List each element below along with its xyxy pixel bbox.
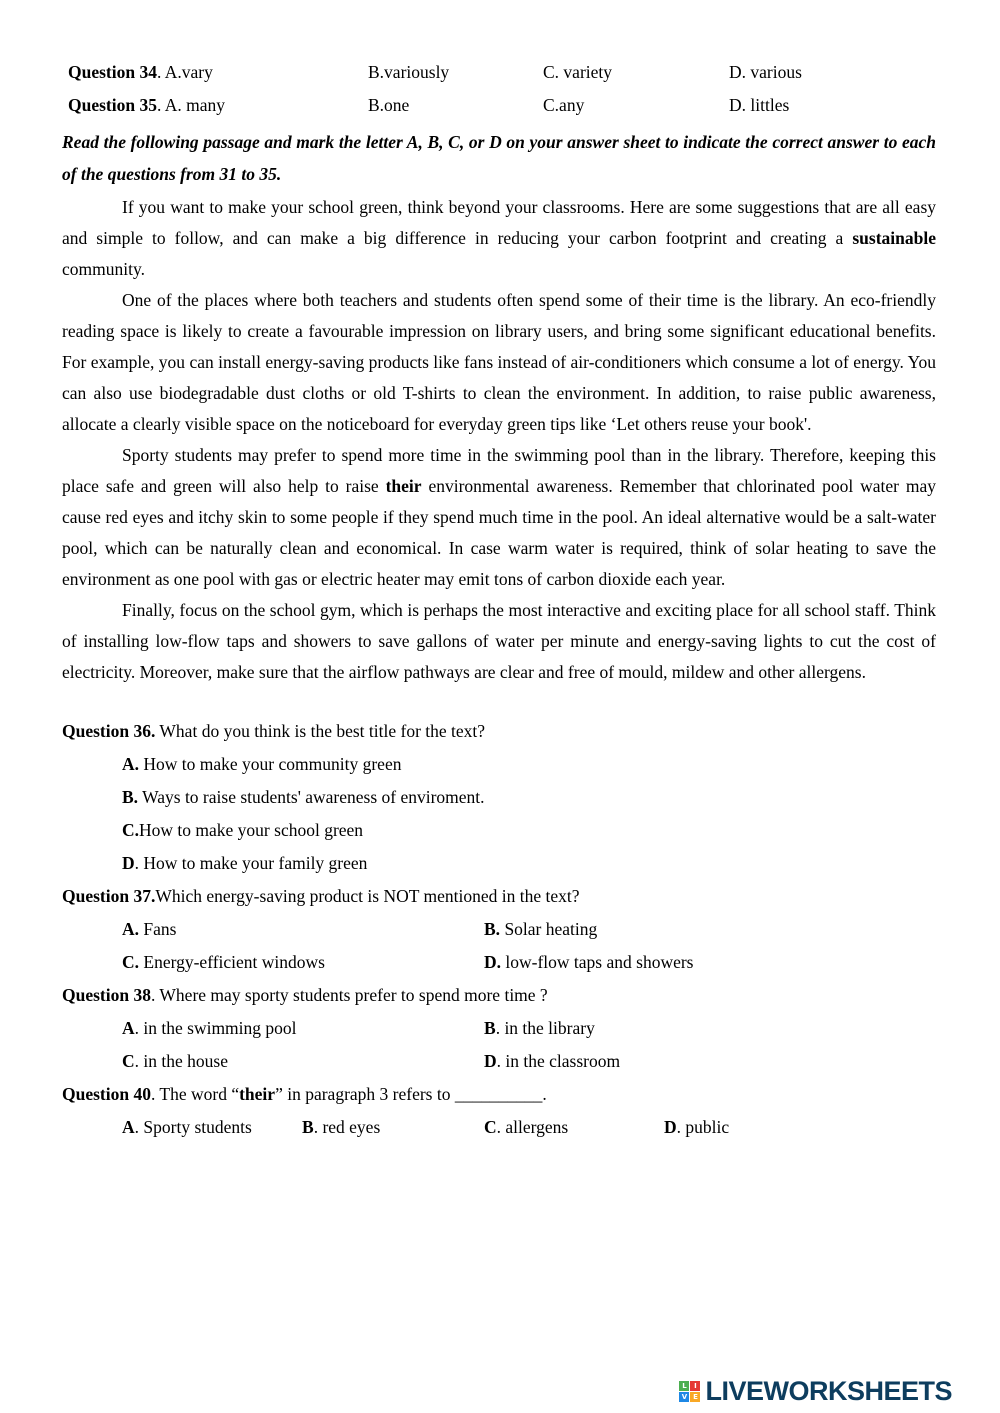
logo-square-v: V xyxy=(679,1392,689,1402)
option-text: . Sporty students xyxy=(134,1117,252,1137)
question-34-label: Question 34 xyxy=(68,62,157,82)
question-35-row xyxy=(62,89,936,122)
option-letter: C xyxy=(484,1117,497,1137)
question-37-block xyxy=(62,880,936,979)
option-letter: A. xyxy=(122,754,140,774)
question-37-label: Question 37. xyxy=(62,886,156,906)
question-37-options-row-2 xyxy=(122,946,936,979)
option-letter: A xyxy=(122,1117,135,1137)
option-letter: B. xyxy=(484,919,501,939)
option-text: . in the library xyxy=(495,1018,595,1038)
bold-word-sustainable: sustainable xyxy=(852,228,936,248)
option-text: . allergens xyxy=(496,1117,569,1137)
question-37-stem xyxy=(62,880,936,913)
question-40-text-pre: . The word “ xyxy=(150,1084,240,1104)
question-34-option-c: C. variety xyxy=(543,62,613,82)
question-34-option-d: D. various xyxy=(729,62,802,82)
question-36-option-a xyxy=(122,748,936,781)
question-40-option-d xyxy=(664,1111,729,1144)
option-text: low-flow taps and showers xyxy=(501,952,694,972)
option-text: Energy-efficient windows xyxy=(139,952,325,972)
reading-passage xyxy=(62,192,936,688)
option-text: . in the classroom xyxy=(496,1051,621,1071)
passage-paragraph-4: Finally, focus on the school gym, which is perhaps the most interactive and exciting place for all school staff. Think of installing low-flow taps and showers to save gallons of water per minute and energy-saving lights to cut the cost of electricity. Moreover, make sure that the airflow pathways are clear and free of mould, mildew and other allergens. xyxy=(62,600,936,682)
option-letter: D xyxy=(122,853,135,873)
option-letter: B. xyxy=(122,787,139,807)
option-text: How to make your community green xyxy=(139,754,402,774)
liveworksheets-logo-icon xyxy=(679,1381,700,1402)
question-40-stem xyxy=(62,1078,936,1111)
question-37-option-b xyxy=(484,913,597,946)
question-37-text: Which energy-saving product is NOT mentioned in the text? xyxy=(155,886,580,906)
question-38-options-row-2 xyxy=(122,1045,936,1078)
option-text: . in the house xyxy=(134,1051,228,1071)
question-38-options-row-1 xyxy=(122,1012,936,1045)
option-letter: C xyxy=(122,1051,135,1071)
question-38-option-c xyxy=(122,1045,484,1078)
question-37-option-a xyxy=(122,913,484,946)
question-40-label: Question 40 xyxy=(62,1084,151,1104)
question-35-option-b: B.one xyxy=(368,95,410,115)
question-38-block xyxy=(62,979,936,1078)
paragraph-text: Sporty students may prefer to spend more time in the swimming pool than in the library. Therefore, keeping this place safe and green will also help to raise xyxy=(62,445,936,496)
question-40-block xyxy=(62,1078,936,1144)
question-36-option-d xyxy=(122,847,936,880)
option-letter: D xyxy=(664,1117,677,1137)
option-letter: A. xyxy=(122,919,140,939)
option-text: . in the swimming pool xyxy=(134,1018,297,1038)
bold-word-their: their xyxy=(385,476,422,496)
question-36-label: Question 36. xyxy=(62,721,156,741)
option-text: . public xyxy=(676,1117,730,1137)
passage-paragraph-3 xyxy=(62,440,936,595)
question-40-option-c xyxy=(484,1111,664,1144)
question-35-label: Question 35 xyxy=(68,95,157,115)
option-text: . How to make your family green xyxy=(134,853,368,873)
option-letter: C. xyxy=(122,820,140,840)
passage-paragraph-1 xyxy=(62,192,936,285)
question-38-text: . Where may sporty students prefer to spend more time ? xyxy=(150,985,548,1005)
passage-paragraph-2: One of the places where both teachers and students often spend some of their time is the library. An eco-friendly reading space is likely to create a favourable impression on library users, and bring some significant educational benefits. For example, you can install energy-saving products like fans instead of air-conditioners which consume a lot of energy. You can also use biodegradable dust cloths or old T-shirts to clean the environment. In addition, to raise public awareness, allocate a clearly visible space on the noticeboard for everyday green tips like ‘Let others reuse your book'. xyxy=(62,290,936,434)
question-34-option-b: B.variously xyxy=(368,62,450,82)
question-40-options-row xyxy=(122,1111,936,1144)
question-35-option-a-text: . A. many xyxy=(156,95,226,115)
liveworksheets-logo[interactable] xyxy=(679,1376,952,1407)
question-38-option-b xyxy=(484,1012,595,1045)
question-40-text-post: ” in paragraph 3 refers to __________. xyxy=(275,1084,547,1104)
logo-square-i: I xyxy=(690,1381,700,1391)
option-text: Fans xyxy=(139,919,177,939)
option-letter: B xyxy=(484,1018,496,1038)
question-38-option-a xyxy=(122,1012,484,1045)
question-37-option-c xyxy=(122,946,484,979)
bold-word-their: their xyxy=(239,1084,276,1104)
question-34-row xyxy=(62,56,936,89)
question-37-option-d xyxy=(484,946,693,979)
option-letter: B xyxy=(302,1117,314,1137)
question-34-option-a xyxy=(68,56,368,89)
question-35-option-d: D. littles xyxy=(729,95,790,115)
option-text: How to make your school green xyxy=(139,820,364,840)
passage-instruction: Read the following passage and mark the letter A, B, C, or D on your answer sheet to indicate the correct answer to each of the questions from 31 to 35. xyxy=(62,132,936,184)
question-40-option-a xyxy=(122,1111,302,1144)
paragraph-text: environmental awareness. Remember that chlorinated pool water may cause red eyes and itchy skin to some people if they spend much time in the pool. An ideal alternative would be a salt-water pool, which can be naturally clean and economical. In case warm water is required, think of solar heating to save the environment as one pool with gas or electric heater may emit tons of carbon dioxide each year. xyxy=(62,476,936,589)
question-37-options-row-1 xyxy=(122,913,936,946)
option-letter: C. xyxy=(122,952,140,972)
question-38-label: Question 38 xyxy=(62,985,151,1005)
question-35-option-c: C.any xyxy=(543,95,585,115)
option-text: Solar heating xyxy=(500,919,598,939)
question-36-stem xyxy=(62,715,936,748)
option-text: Ways to raise students' awareness of enviroment. xyxy=(138,787,485,807)
question-34-option-a-text: . A.vary xyxy=(156,62,213,82)
option-letter: D. xyxy=(484,952,502,972)
question-36-text: What do you think is the best title for the text? xyxy=(155,721,486,741)
option-letter: D xyxy=(484,1051,497,1071)
option-text: . red eyes xyxy=(313,1117,381,1137)
question-38-option-d xyxy=(484,1045,620,1078)
logo-square-l: L xyxy=(679,1381,689,1391)
paragraph-text: If you want to make your school green, think beyond your classrooms. Here are some suggestions that are all easy and simple to follow, and can make a big difference in reducing your carbon footprint and creating a xyxy=(62,197,936,248)
liveworksheets-brand-text: LIVEWORKSHEETS xyxy=(705,1376,952,1406)
question-40-option-b xyxy=(302,1111,484,1144)
paragraph-text: community. xyxy=(62,259,145,279)
question-36-option-b xyxy=(122,781,936,814)
question-36-option-c xyxy=(122,814,936,847)
question-36-block xyxy=(62,715,936,880)
question-38-stem xyxy=(62,979,936,1012)
logo-square-e: E xyxy=(690,1392,700,1402)
option-letter: A xyxy=(122,1018,135,1038)
question-35-option-a xyxy=(68,89,368,122)
